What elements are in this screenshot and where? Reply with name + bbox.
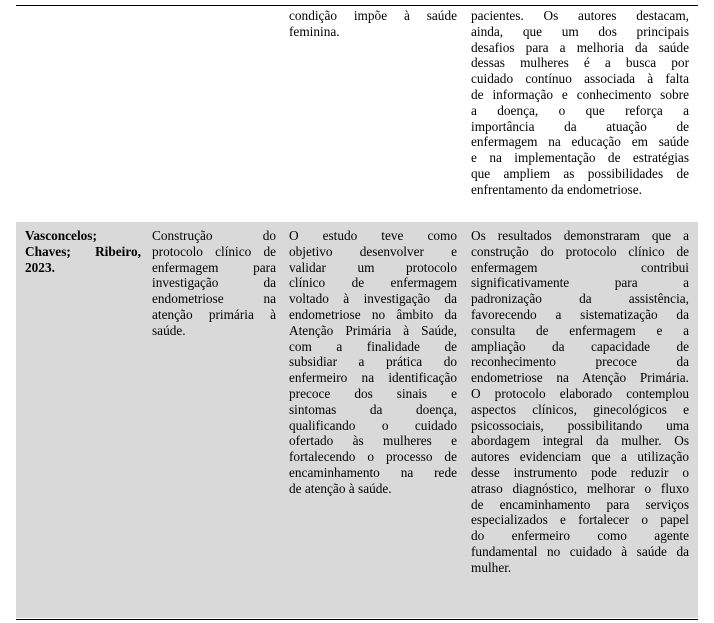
row2-study-summary [289,228,457,497]
text-line: Vasconcelos; [25,228,97,243]
row2-authors [25,228,141,275]
text-line: saúde. [152,322,186,338]
table-row [16,222,698,618]
text-line: encaminhamento na rede [289,464,457,480]
text-line: validar um protocolo [289,259,457,275]
text-line: com a finalidade de [289,338,457,354]
text-line: ampliação da capacidade de [471,338,689,354]
text-line: qualificando o cuidado [289,417,457,433]
table-bottom-border [16,619,698,620]
table-row [16,6,698,221]
text-line: ainda, que um dos principais [471,23,689,39]
text-line: de informação e conhecimento sobre [471,86,689,102]
text-line: subsidiar a prática do [289,354,457,370]
row1-results [471,8,689,198]
text-line: clínico de enfermagem [289,275,457,291]
text-line: enfermagem na educação em saúde [471,134,689,150]
row1-study-summary [289,8,457,40]
text-line: aspectos clínicos, ginecológicos e [471,401,689,417]
text-line: investigação da [152,275,276,291]
text-line: abordagem integral da mulher. Os [471,433,689,449]
text-line: condição impõe à saúde [289,8,457,23]
text-line: endometriose na Atenção Primária. [471,370,689,386]
text-line: sintomas da doença, [289,401,457,417]
text-line: Chaves; Ribeiro, [25,243,141,259]
text-line: voltado à investigação da [289,291,457,307]
text-line: Construção do [152,228,276,243]
text-line: que ampliem as possibilidades de [471,165,689,181]
text-line: atenção primária à [152,306,276,322]
text-line: construção do protocolo clínico de [471,243,689,259]
text-line: desse instrumento pode reduzir o [471,464,689,480]
text-line: do enfermeiro como agente [471,528,689,544]
text-line: de atenção à saúde. [289,480,392,496]
text-line: e na implementação de estratégias [471,150,689,166]
text-line: ofertado às mulheres e [289,433,457,449]
text-line: O estudo teve como [289,228,457,243]
text-line: precoce dos sinais e [289,385,457,401]
text-line: feminina. [289,23,340,39]
text-line: dessas mulheres é a busca por [471,55,689,71]
text-line: pacientes. Os autores destacam, [471,8,689,23]
text-line: Atenção Primária à Saúde, [289,322,457,338]
text-line: objetivo desenvolver e [289,243,457,259]
text-line: de encaminhamento para serviços [471,496,689,512]
text-line: importância da atuação de [471,118,689,134]
text-line: fundamental no cuidado à saúde da [471,543,689,559]
text-line: psicossociais, possibilitando uma [471,417,689,433]
text-line: endometriose no âmbito da [289,306,457,322]
text-line: mulher. [471,559,512,575]
text-line: O protocolo elaborado contemplou [471,385,689,401]
text-line: padronização da assistência, [471,291,689,307]
text-line: endometriose na [152,291,276,307]
row2-results [471,228,689,576]
text-line: cuidado contínuo associada à falta [471,71,689,87]
text-line: favorecendo a sistematização da [471,306,689,322]
text-line: reconhecimento precoce da [471,354,689,370]
text-line: significativamente para a [471,275,689,291]
text-line: 2023. [25,259,55,275]
text-line: especializados e fortalecer o papel [471,512,689,528]
text-line: enfermagem para [152,259,276,275]
text-line: enfermagem contribui [471,259,689,275]
text-line: enfermeiro na identificação [289,370,457,386]
text-line: a doença, o que reforça a [471,102,689,118]
text-line: atraso diagnóstico, melhorar o fluxo [471,480,689,496]
text-line: autores evidenciam que a utilização [471,449,689,465]
row2-title [152,228,276,339]
text-line: Os resultados demonstraram que a [471,228,689,243]
text-line: desafios para a melhoria da saúde [471,39,689,55]
text-line: enfrentamento da endometriose. [471,181,642,197]
text-line: fortalecendo o processo de [289,449,457,465]
text-line: consulta de enfermagem e a [471,322,689,338]
text-line: protocolo clínico de [152,243,276,259]
